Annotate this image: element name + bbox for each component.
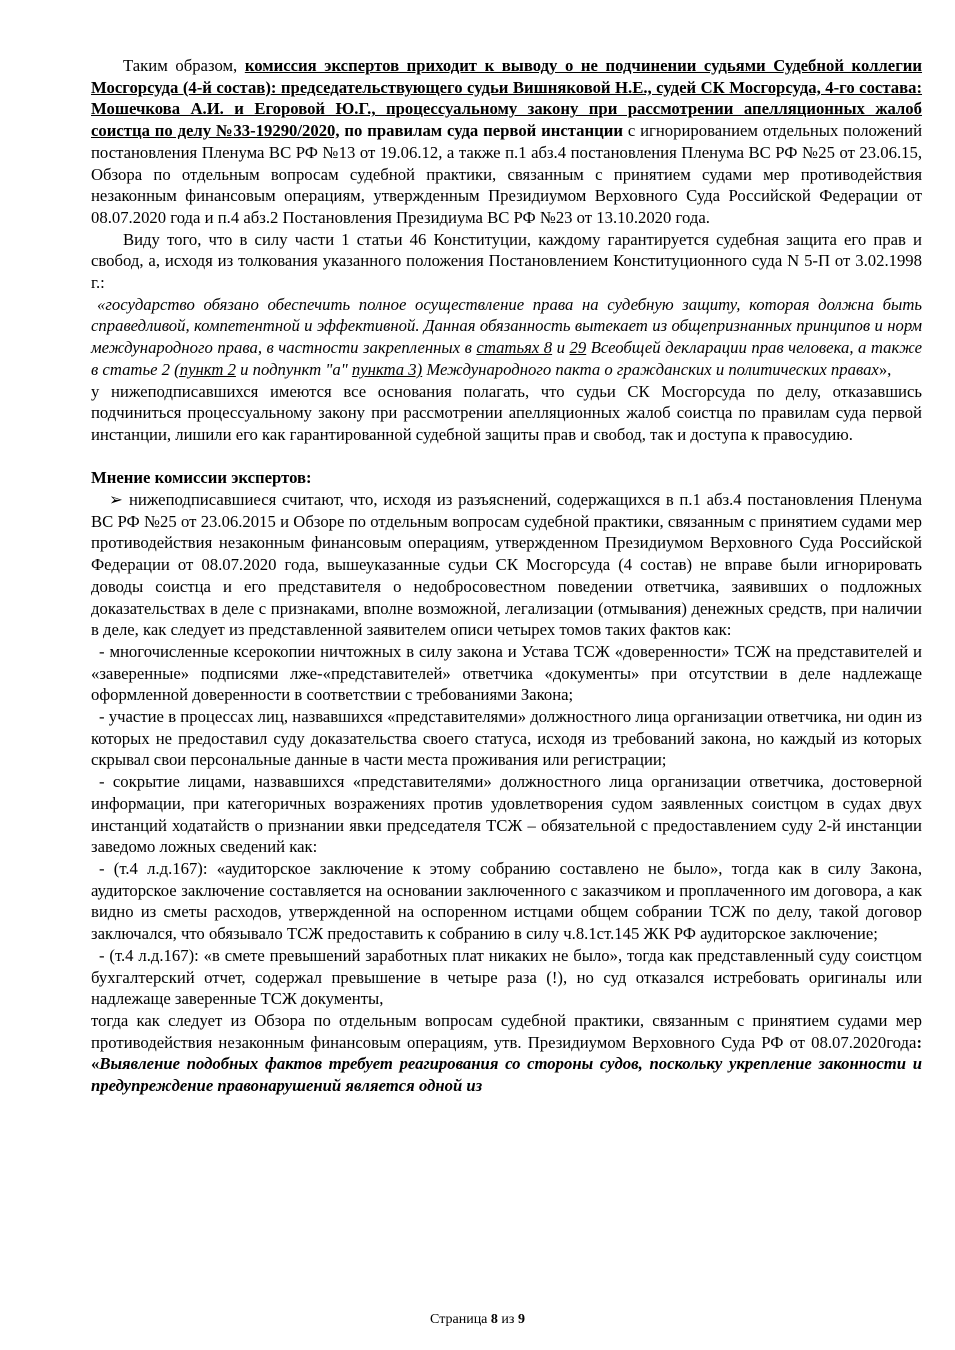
footer-middle: из <box>497 1312 518 1327</box>
section-heading: Мнение комиссии экспертов: <box>91 468 312 488</box>
list-item-salaries: - (т.4 л.д.167): «в смете превышений заработных плат никаких не было», тогда как представленный суду соистцом бухгалтерский отчет, содержал превышение в четыре раза (!), но суд отказался истребовать оригиналы или надлежаще заверенные ТСЖ документы, <box>91 945 922 1009</box>
review-text: тогда как следует из Обзора по отдельным вопросам судебной практики, связанным с принятием судами мер противодействия незаконным финансовым операциям, утв. Президиумом Верховного Суда РФ от 08.07.2020года <box>91 1010 922 1052</box>
quote-text-a: «государство обязано обеспечить полное осуществление права на судебную защиту, которая должна быть справедливой, компетентной и эффективной. Данная обязанность вытекает из общепризнанных принципов и норм международного права, в частности закрепленных в <box>91 294 922 358</box>
page-number-current: 8 <box>490 1312 498 1327</box>
paragraph-review <box>91 1010 922 1097</box>
page-number-total: 9 <box>517 1312 525 1327</box>
list-item-audit: - (т.4 л.д.167): «аудиторское заключение к этому собранию составлено не было», тогда как в силу Закона, аудиторское заключение составляется на основании заключенного с заказчиком и проплаченного им договора, а как видно из сметы расходов, утвержденной на оспоренном истцами общем собрании ТСЖ по делу, такой договор заключался, что обязывало ТСЖ предоставить к собранию в силу ч.8.1ст.145 ЖК РФ аудиторское заключение; <box>91 859 922 944</box>
conclusion-intro: Таким образом, <box>123 56 245 75</box>
quote-text-e: Международного пакта о гражданских и политических правах <box>422 359 879 379</box>
link-point-2[interactable]: (пункт 2 <box>174 359 236 379</box>
list-item-concealment: - сокрытие лицами, назвавшихся «представителями» должностного лица организации ответчика, достоверной информации, при категоричных возражениях против удовлетворения судом заявленных соистцом в судах двух инстанций ходатайств о признании явки председателя ТСЖ – обязательной с предоставлением суду 2-й инстанции заведомо ложных сведений как: <box>91 772 922 857</box>
review-colon: : « <box>91 1032 922 1074</box>
paragraph-constitution: Виду того, что в силу части 1 статьи 46 Конституции, каждому гарантируется судебная защита его прав и свобод, а, исходя из толкования указанного положения Постановлением Конституционного суда N 5-П от 3.02.1998 г.: <box>91 229 922 293</box>
paragraph-judges-conclusion: у нижеподписавшихся имеются все основания полагать, что судьи СК Мосгорсуда по делу, отказавшись подчиниться процессуальному закону при рассмотрении апелляционных жалоб соистца по правилам суда первой инстанции, лишили его как гарантированной судебной защиты прав и свобод, так и доступа к правосудию. <box>91 381 922 444</box>
conclusion-rest: с игнорированием отдельных положений постановления Пленума ВС РФ №13 от 19.06.12, а также п.1 абз.4 постановления Пленума ВС РФ №25 от 23.06.15, Обзора по отдельным вопросам судебной практики, связанным с принятием судами мер противодействия незаконным финансовым операциям, утвержденным Президиумом Верховного Суда Российской Федерации от 08.07.2020 года и п.4 абз.2 Постановления Президиума ВС РФ №23 от 13.10.2020 года. <box>91 121 922 227</box>
footer-prefix: Страница <box>430 1312 491 1327</box>
quote-text-b: и <box>552 338 570 358</box>
quote-text-c: Всеобщей декларации прав человека, а также в статье 2 <box>91 338 922 379</box>
page-footer <box>0 1312 955 1328</box>
list-item-copies: - многочисленные ксерокопии ничтожных в силу закона и Устава ТСЖ «доверенности» ТСЖ на представителей и «заверенные» подписями лже-«представителей» ответчика «документы» при отсутствии в деле надлежаще оформленной доверенности в соответствии с требованиями Закона; <box>91 641 922 705</box>
conclusion-emphasis: комиссия экспертов приходит к выводу о не подчинении судьями Судебной коллегии Мосгорсуда (4-й состав): председательствующего судьи Вишняковой Н.Е., судей СК Мосгорсуда, 4-го состава: Мошечкова А.И. и Егоровой Ю.Г., процессуальному закону при рассмотрении апелляционных жалоб соистца по делу №33-19290/2020, <box>91 56 923 141</box>
link-articles-8[interactable]: статьях 8 <box>476 338 553 358</box>
link-point-3[interactable]: пункта 3) <box>351 359 423 379</box>
bullet-paragraph <box>91 489 922 641</box>
bullet-text: нижеподписавшиеся считают, что, исходя из разъяснений, содержащихся в п.1 абз.4 постановления Пленума ВС РФ №25 от 23.06.2015 и Обзоре по отдельным вопросам судебной практики, связанным с принятием судами мер противодействия незаконным финансовым операциям, утвержденном Президиумом Верховного Суда Российской Федерации от 08.07.2020 года, вышеуказанные судьи СК Мосгорсуда (4 состав) не вправе были игнорировать доводы соистца и его представителя о недобросовестном поведении ответчика, заявивших о подложных доказательствах в деле с признаками, вполне возможной, легализации (отмывания) денежных средств, при наличии в деле, как следует из представленной заявителем описи четырех томов таких фактов как: <box>91 490 922 640</box>
link-article-29[interactable]: 29 <box>569 338 587 358</box>
conclusion-bold: по правилам суда первой инстанции <box>339 121 623 141</box>
quote-constitutional-court <box>91 294 922 381</box>
quote-text-d: и подпункт "а" <box>235 359 352 379</box>
review-quote: Выявление подобных фактов требует реагирования со стороны судов, поскольку укрепление законности и предупреждение правонарушений является одной из <box>91 1054 922 1096</box>
quote-close: », <box>878 359 892 379</box>
paragraph-conclusion <box>91 55 922 229</box>
arrow-bullet-icon: ➢ <box>109 490 123 510</box>
spacer <box>91 446 922 468</box>
list-item-participants: - участие в процессах лиц, назвавшихся «представителями» должностного лица организации ответчика, ни один из которых не предоставил суду доказательства своего статуса, исходя из требований закона, но каждый из которых скрывал свои персональные данные в части места проживания или регистрации; <box>91 707 922 770</box>
document-page <box>91 55 922 1097</box>
